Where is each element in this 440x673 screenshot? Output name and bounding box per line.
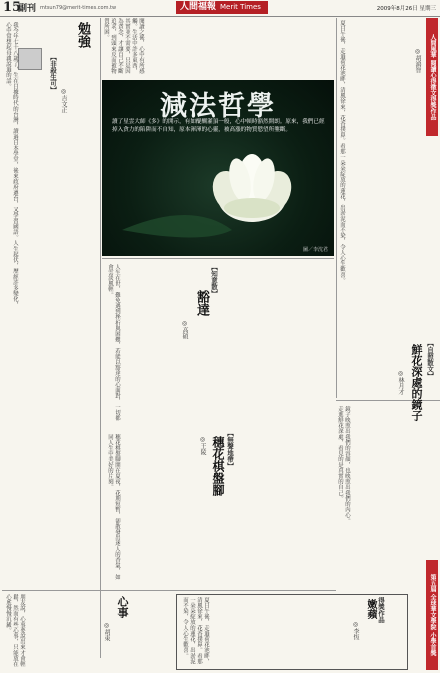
section-divider — [102, 258, 334, 259]
section-name: 副刊 — [18, 4, 37, 14]
left-article-author: ◎吉文正 — [60, 88, 67, 113]
left-article-tag: 【非殺生可】 — [49, 54, 57, 93]
open-article-title: 豁達 — [194, 290, 209, 316]
left-article-body: 我今年七十八歲了，生在日據時代的台灣，讀過日本學堂，後來政府遷台，又學習國語。人生起伏，歷經許多變化，心中常想起母親說過的話。 — [5, 22, 18, 308]
board-article — [102, 430, 334, 590]
column-divider — [100, 18, 101, 658]
bottom-article-author: ◎胡東 — [103, 622, 110, 641]
mirror-article-tag: 【自照散文】 — [426, 340, 434, 379]
open-article — [102, 260, 334, 430]
poem-banner: 第五屆 全球華文學院 小學首獎 — [426, 560, 438, 670]
left-article-title: 勉強 — [75, 22, 90, 48]
board-article-body: 穗花棋盤腳開在夏夜，花期短暫，卻散發出迷人的香氣，如同人生中美好的片刻。 — [107, 434, 120, 580]
open-article-author: ◎高碩 — [181, 320, 188, 339]
feature-body-right: 夏日午後，走過荷花池畔，清風徐來，花香撲鼻。看那一朵朵綻放的蓮花，出淤泥而不染，令人心生歡喜。 — [339, 20, 345, 284]
open-article-tag: 【知意散】 — [210, 264, 218, 297]
poem-box — [176, 594, 408, 670]
logo-english: Merit Times — [220, 3, 261, 11]
section-divider — [2, 590, 336, 591]
poem-author: ◎李恆 — [352, 621, 359, 640]
contact-email[interactable]: mtsun79@merit-times.com.tw — [40, 5, 117, 11]
bottom-article — [2, 592, 162, 670]
feature-intro: 讀了星雲大師《多》的開示，有如醍醐灌頂一般，心中頓時豁然開朗。原來，我們已經掉入貪力的陷阱而不自知，原本渾渾的心靈，被高漲的物質慾望所壟斷。 — [112, 119, 325, 133]
poem-title: 嫩蘋 — [365, 599, 376, 619]
open-article-body: 人生在世，難免遇到挫折與困難，若能以豁達的心面對，一切都會雲淡風輕。 — [107, 264, 120, 421]
logo-text: 人間福報 — [180, 2, 217, 12]
mirror-article — [336, 340, 440, 530]
poem-body: 夏日午後，走過荷花池畔，清風徐來，花香撲鼻。看那一朵朵綻放的蓮花，出淤泥而不染，令人心生歡喜。 — [182, 597, 209, 665]
mirror-article-title: 鮮花深處的鏡子 — [410, 344, 423, 421]
page-number: 15 — [3, 0, 22, 15]
feature-photo — [102, 80, 334, 256]
board-article-title: 穗花棋盤腳 — [211, 436, 225, 496]
award-banner: 人間風華 閱讀心得徵文得獎作品 — [426, 18, 438, 136]
mirror-article-body: 鏡子映照出我們的容顏，也映照出我們的內心。走進鮮花深處，看見的是真實的自己。 — [337, 406, 350, 524]
newspaper-logo — [176, 1, 268, 14]
page-header — [0, 0, 440, 17]
mirror-article-author: ◎林月才 — [397, 370, 404, 395]
bottom-article-title: 心事 — [116, 596, 129, 618]
poem-tag: 得獎作品 — [377, 597, 385, 623]
bottom-article-body: 朋友說，心事要說出來才會輕鬆，然而有些心事，只能放在心底慢慢沉澱。 — [5, 594, 25, 667]
feature-author: ◎胡鴻智 — [414, 48, 421, 73]
board-article-tag: 【無聲地帶】 — [226, 430, 234, 469]
feature-article-top — [102, 18, 334, 78]
feature-headline: 減法哲學 — [160, 91, 276, 122]
author-photo — [18, 48, 42, 70]
left-article — [2, 18, 98, 318]
photo-credit: 圖／李沈君 — [302, 247, 328, 253]
feature-body-top: 閱讀之後，心中有所感觸。生活中許多東西，其實並不需要，只是因為貪念，才讓自己不斷追求，到頭來反而被物質所困。 — [103, 18, 144, 74]
issue-date: 2009年8月26日 星期三 — [376, 6, 436, 12]
board-article-author: ◎王陵 — [199, 436, 206, 455]
